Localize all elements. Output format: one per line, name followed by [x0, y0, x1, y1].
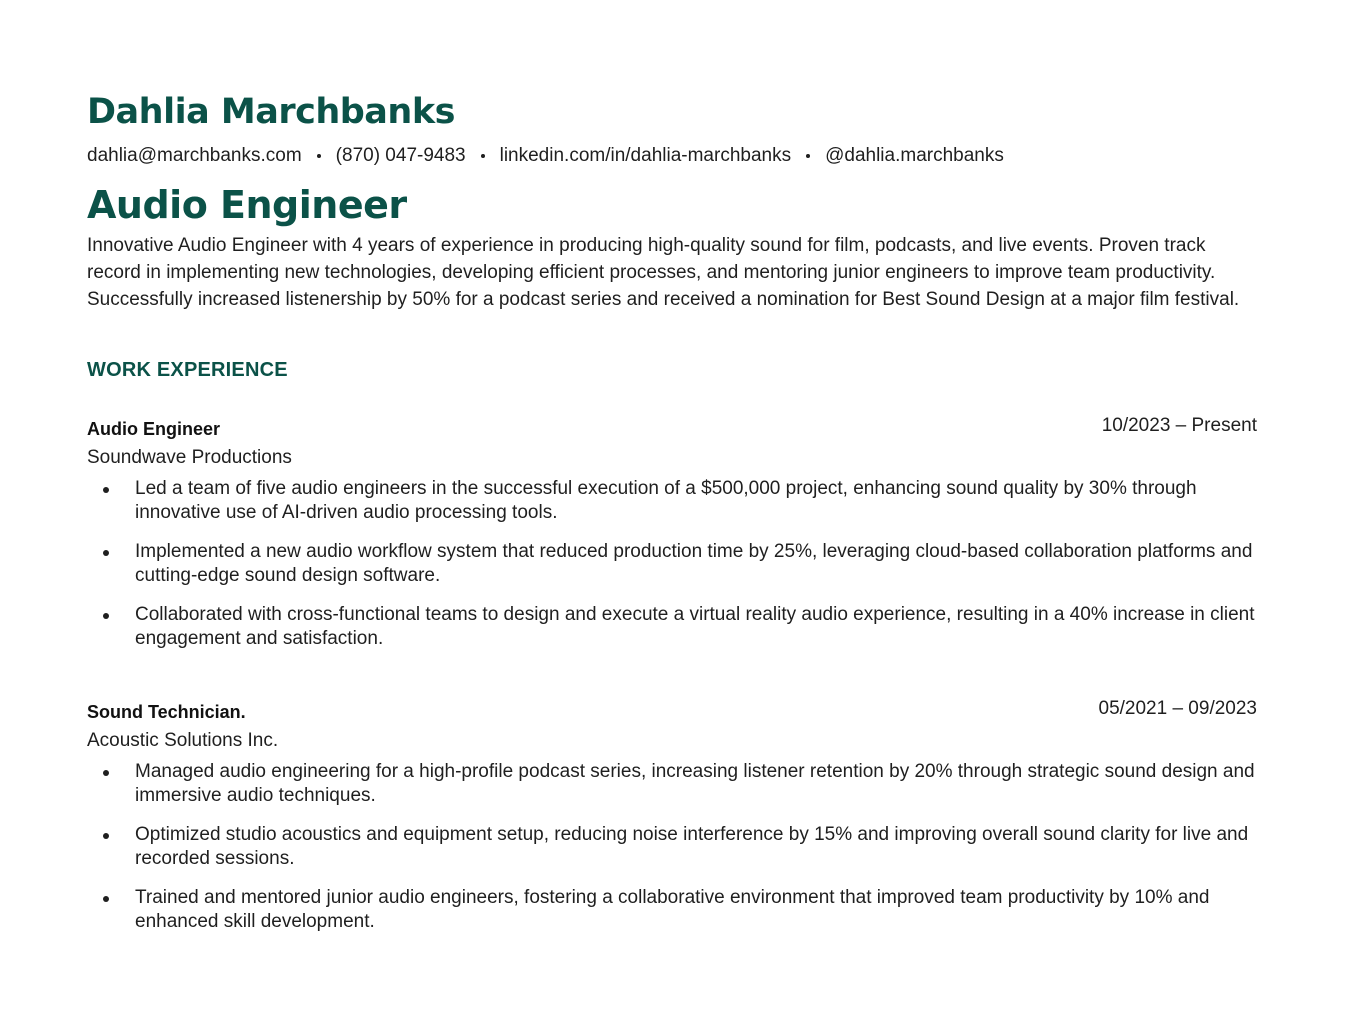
bullet-item: Trained and mentored junior audio engineers, fostering a collaborative environment that improved team productivity by 10% and enhanced skill development.	[87, 886, 1257, 934]
separator-dot	[481, 154, 485, 158]
separator-dot	[806, 154, 810, 158]
bullet-item: Optimized studio acoustics and equipment setup, reducing noise interference by 15% and improving overall sound clarity for live and recorded sessions.	[87, 823, 1257, 871]
job-bullets	[87, 760, 1257, 934]
job-company: Acoustic Solutions Inc.	[87, 730, 279, 751]
professional-summary: Innovative Audio Engineer with 4 years of experience in producing high-quality sound for film, podcasts, and live events. Proven track record in implementing new technologies, developing efficient processes, and mentoring junior engineers to improve team productivity. Successfully increased listenership by 50% for a podcast series and received a nomination for Best Sound Design at a major film festival.	[87, 235, 1240, 310]
bullet-item: Managed audio engineering for a high-profile podcast series, increasing listener retention by 20% through strategic sound design and immersive audio techniques.	[87, 760, 1257, 808]
job-header	[87, 697, 1257, 727]
bullet-item: Implemented a new audio workflow system that reduced production time by 25%, leveraging cloud-based collaboration platforms and cutting-edge sound design software.	[87, 540, 1257, 588]
bullet-item: Led a team of five audio engineers in the successful execution of a $500,000 project, enhancing sound quality by 30% through innovative use of AI-driven audio processing tools.	[87, 477, 1257, 525]
job-dates: 05/2021 – 09/2023	[1098, 698, 1257, 719]
separator-dot	[317, 154, 321, 158]
job-entry	[87, 697, 1257, 934]
contact-handle[interactable]: @dahlia.marchbanks	[825, 145, 1004, 166]
job-entry	[87, 414, 1257, 651]
job-role: Audio Engineer	[87, 419, 221, 439]
contact-email[interactable]: dahlia@marchbanks.com	[87, 145, 302, 166]
contact-linkedin[interactable]: linkedin.com/in/dahlia-marchbanks	[499, 145, 792, 166]
work-experience-heading: WORK EXPERIENCE	[87, 359, 288, 381]
job-title-heading: Audio Engineer	[87, 183, 407, 227]
job-dates: 10/2023 – Present	[1101, 415, 1257, 436]
contact-line	[87, 142, 1257, 170]
resume-page	[87, 88, 1257, 949]
job-role: Sound Technician.	[87, 702, 246, 722]
candidate-name: Dahlia Marchbanks	[87, 92, 455, 132]
job-bullets	[87, 477, 1257, 651]
job-header	[87, 414, 1257, 444]
bullet-item: Collaborated with cross-functional teams to design and execute a virtual reality audio experience, resulting in a 40% increase in client engagement and satisfaction.	[87, 603, 1257, 651]
contact-phone[interactable]: (870) 047-9483	[335, 145, 466, 166]
job-company: Soundwave Productions	[87, 447, 292, 468]
